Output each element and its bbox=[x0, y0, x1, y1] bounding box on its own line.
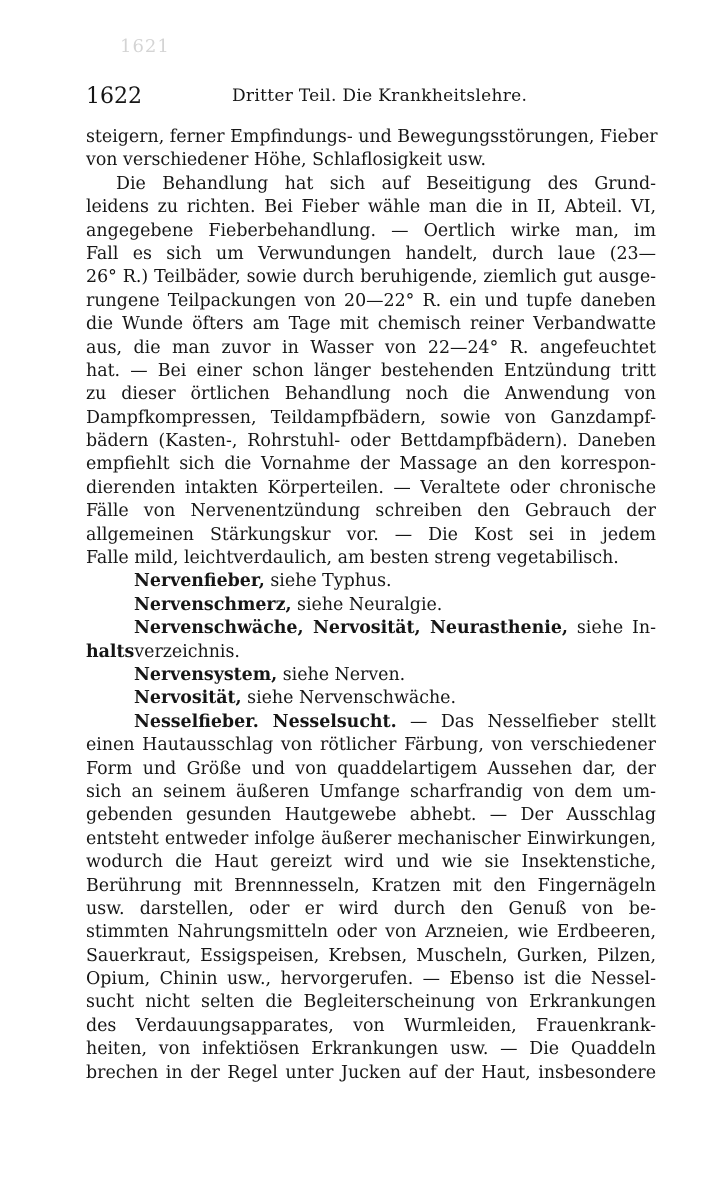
text-line bbox=[86, 453, 656, 476]
line-text: — Das Nesselfieber stellt bbox=[396, 711, 656, 732]
text-line bbox=[86, 758, 656, 781]
text-line bbox=[86, 407, 656, 430]
line-text: Dampfkompressen, Teildampfbädern, sowie von Ganzdampf- bbox=[86, 407, 656, 428]
text-line bbox=[86, 804, 656, 827]
text-line bbox=[86, 828, 656, 851]
line-text: Berührung mit Brennnesseln, Kratzen mit den Fingernägeln bbox=[86, 875, 656, 896]
line-text: 26° R.) Teilbäder, sowie durch beruhigende, ziemlich gut ausge- bbox=[86, 267, 656, 288]
text-line bbox=[86, 337, 656, 360]
line-text: gebenden gesunden Hautgewebe abhebt. — Der Ausschlag bbox=[86, 805, 656, 826]
page-number: 1622 bbox=[86, 84, 142, 109]
text-line bbox=[86, 149, 656, 172]
text-line bbox=[86, 220, 656, 243]
line-text: Form und Größe und von quaddelartigem Aussehen dar, der bbox=[86, 758, 656, 779]
entry-headword: Nervenschmerz, bbox=[134, 594, 292, 615]
page-body bbox=[86, 126, 656, 1085]
line-text: Die Behandlung hat sich auf Beseitigung des Grund- bbox=[116, 173, 656, 194]
line-text: aus, die man zuvor in Wasser von 22—24° R. angefeuchtet bbox=[86, 337, 656, 358]
entry-headword: Nervenfieber, bbox=[134, 571, 265, 592]
text-line bbox=[86, 968, 656, 991]
line-text: zu dieser örtlichen Behandlung noch die Anwendung von bbox=[86, 384, 656, 405]
line-text: Opium, Chinin usw., hervorgerufen. — Ebenso ist die Nessel- bbox=[86, 969, 656, 990]
line-text: Sauerkraut, Essigspeisen, Krebsen, Muscheln, Gurken, Pilzen, bbox=[86, 945, 656, 966]
entry-headword: Nervenschwäche, Nervosität, Neurasthenie, bbox=[134, 618, 568, 639]
text-line bbox=[86, 360, 656, 383]
line-text: siehe In- bbox=[567, 618, 656, 639]
line-text: empfiehlt sich die Vornahme der Massage an den korrespon- bbox=[86, 454, 656, 475]
line-text: haltsverzeichnis. bbox=[86, 641, 240, 662]
line-text: siehe Typhus. bbox=[264, 571, 392, 592]
text-line bbox=[86, 173, 656, 196]
text-line bbox=[86, 921, 656, 944]
line-text: angegebene Fieberbehandlung. — Oertlich wirke man, im bbox=[86, 220, 656, 241]
entry-headword-line bbox=[86, 617, 656, 640]
entry-headword: Nesselfieber. Nesselsucht. bbox=[134, 711, 397, 732]
line-text: allgemeinen Stärkungskur vor. — Die Kost sei in jedem bbox=[86, 524, 656, 545]
page-header bbox=[86, 80, 656, 120]
text-line bbox=[86, 313, 656, 336]
entry-headword: Nervosität, bbox=[134, 688, 242, 709]
text-line bbox=[86, 898, 656, 921]
text-line bbox=[86, 500, 656, 523]
entry-headword-line bbox=[86, 687, 656, 710]
line-text: sucht nicht selten die Begleiterscheinung von Erkrankungen bbox=[86, 992, 656, 1013]
line-text: siehe Neuralgie. bbox=[291, 594, 443, 615]
line-text: Falle mild, leichtverdaulich, am besten streng vegetabilisch. bbox=[86, 548, 619, 569]
line-text: wodurch die Haut gereizt wird und wie sie Insektenstiche, bbox=[86, 852, 656, 873]
text-line bbox=[86, 126, 656, 149]
entry-headword-line bbox=[86, 664, 656, 687]
text-line bbox=[86, 547, 656, 570]
text-line bbox=[86, 875, 656, 898]
line-text: von verschiedener Höhe, Schlaflosigkeit usw. bbox=[86, 150, 486, 171]
entry-headword: Nervensystem, bbox=[134, 664, 278, 685]
text-line bbox=[86, 851, 656, 874]
text-line bbox=[86, 290, 656, 313]
line-text: hat. — Bei einer schon länger bestehenden Entzündung tritt bbox=[86, 360, 656, 381]
text-line bbox=[86, 383, 656, 406]
line-text: entsteht entweder infolge äußerer mechanischer Einwirkungen, bbox=[86, 828, 656, 849]
text-line bbox=[86, 734, 656, 757]
line-text: sich an seinem äußeren Umfange scharfrandig von dem um- bbox=[86, 781, 656, 802]
line-text: brechen in der Regel unter Jucken auf der Haut, insbesondere bbox=[86, 1062, 656, 1083]
line-text: steigern, ferner Empfindungs- und Bewegungsstörungen, Fieber bbox=[86, 127, 658, 147]
bleed-through-text: 1621 bbox=[120, 36, 170, 57]
text-line bbox=[86, 991, 656, 1014]
line-text: Fall es sich um Verwundungen handelt, durch laue (23— bbox=[86, 243, 656, 264]
text-line bbox=[86, 781, 656, 804]
text-line bbox=[86, 243, 656, 266]
line-text: leidens zu richten. Bei Fieber wähle man die in II, Abteil. VI, bbox=[86, 197, 656, 218]
text-line bbox=[86, 1015, 656, 1038]
entry-headword-line bbox=[86, 594, 656, 617]
line-text: bädern (Kasten-, Rohrstuhl- oder Bettdampfbädern). Daneben bbox=[86, 431, 656, 452]
text-line bbox=[86, 945, 656, 968]
text-line bbox=[86, 1062, 656, 1085]
line-text: die Wunde öfters am Tage mit chemisch reiner Verbandwatte bbox=[86, 314, 656, 335]
line-text: heiten, von infektiösen Erkrankungen usw. — Die Quaddeln bbox=[86, 1039, 656, 1060]
running-title: Dritter Teil. Die Krankheitslehre. bbox=[232, 86, 528, 106]
entry-headword-line bbox=[86, 570, 656, 593]
line-text: dierenden intakten Körperteilen. — Veraltete oder chronische bbox=[86, 477, 656, 498]
entry-headword-line bbox=[86, 711, 656, 734]
text-line bbox=[86, 430, 656, 453]
line-text: stimmten Nahrungsmitteln oder von Arzneien, wie Erdbeeren, bbox=[86, 922, 656, 943]
line-text: usw. darstellen, oder er wird durch den Genuß von be- bbox=[86, 898, 656, 919]
line-text: siehe Nervenschwäche. bbox=[241, 688, 456, 709]
text-line bbox=[86, 1038, 656, 1061]
book-page bbox=[86, 80, 656, 1085]
line-text: rungene Teilpackungen von 20—22° R. ein und tupfe daneben bbox=[86, 290, 656, 311]
text-line bbox=[86, 641, 656, 664]
line-text: des Verdauungsapparates, von Wurmleiden, Frauenkrank- bbox=[86, 1015, 656, 1036]
text-line bbox=[86, 524, 656, 547]
text-line bbox=[86, 266, 656, 289]
line-text: Fälle von Nervenentzündung schreiben den Gebrauch der bbox=[86, 501, 656, 522]
line-text: siehe Nerven. bbox=[277, 664, 406, 685]
text-line bbox=[86, 196, 656, 219]
text-line bbox=[86, 477, 656, 500]
line-text: einen Hautausschlag von rötlicher Färbung, von verschiedener bbox=[86, 735, 656, 756]
